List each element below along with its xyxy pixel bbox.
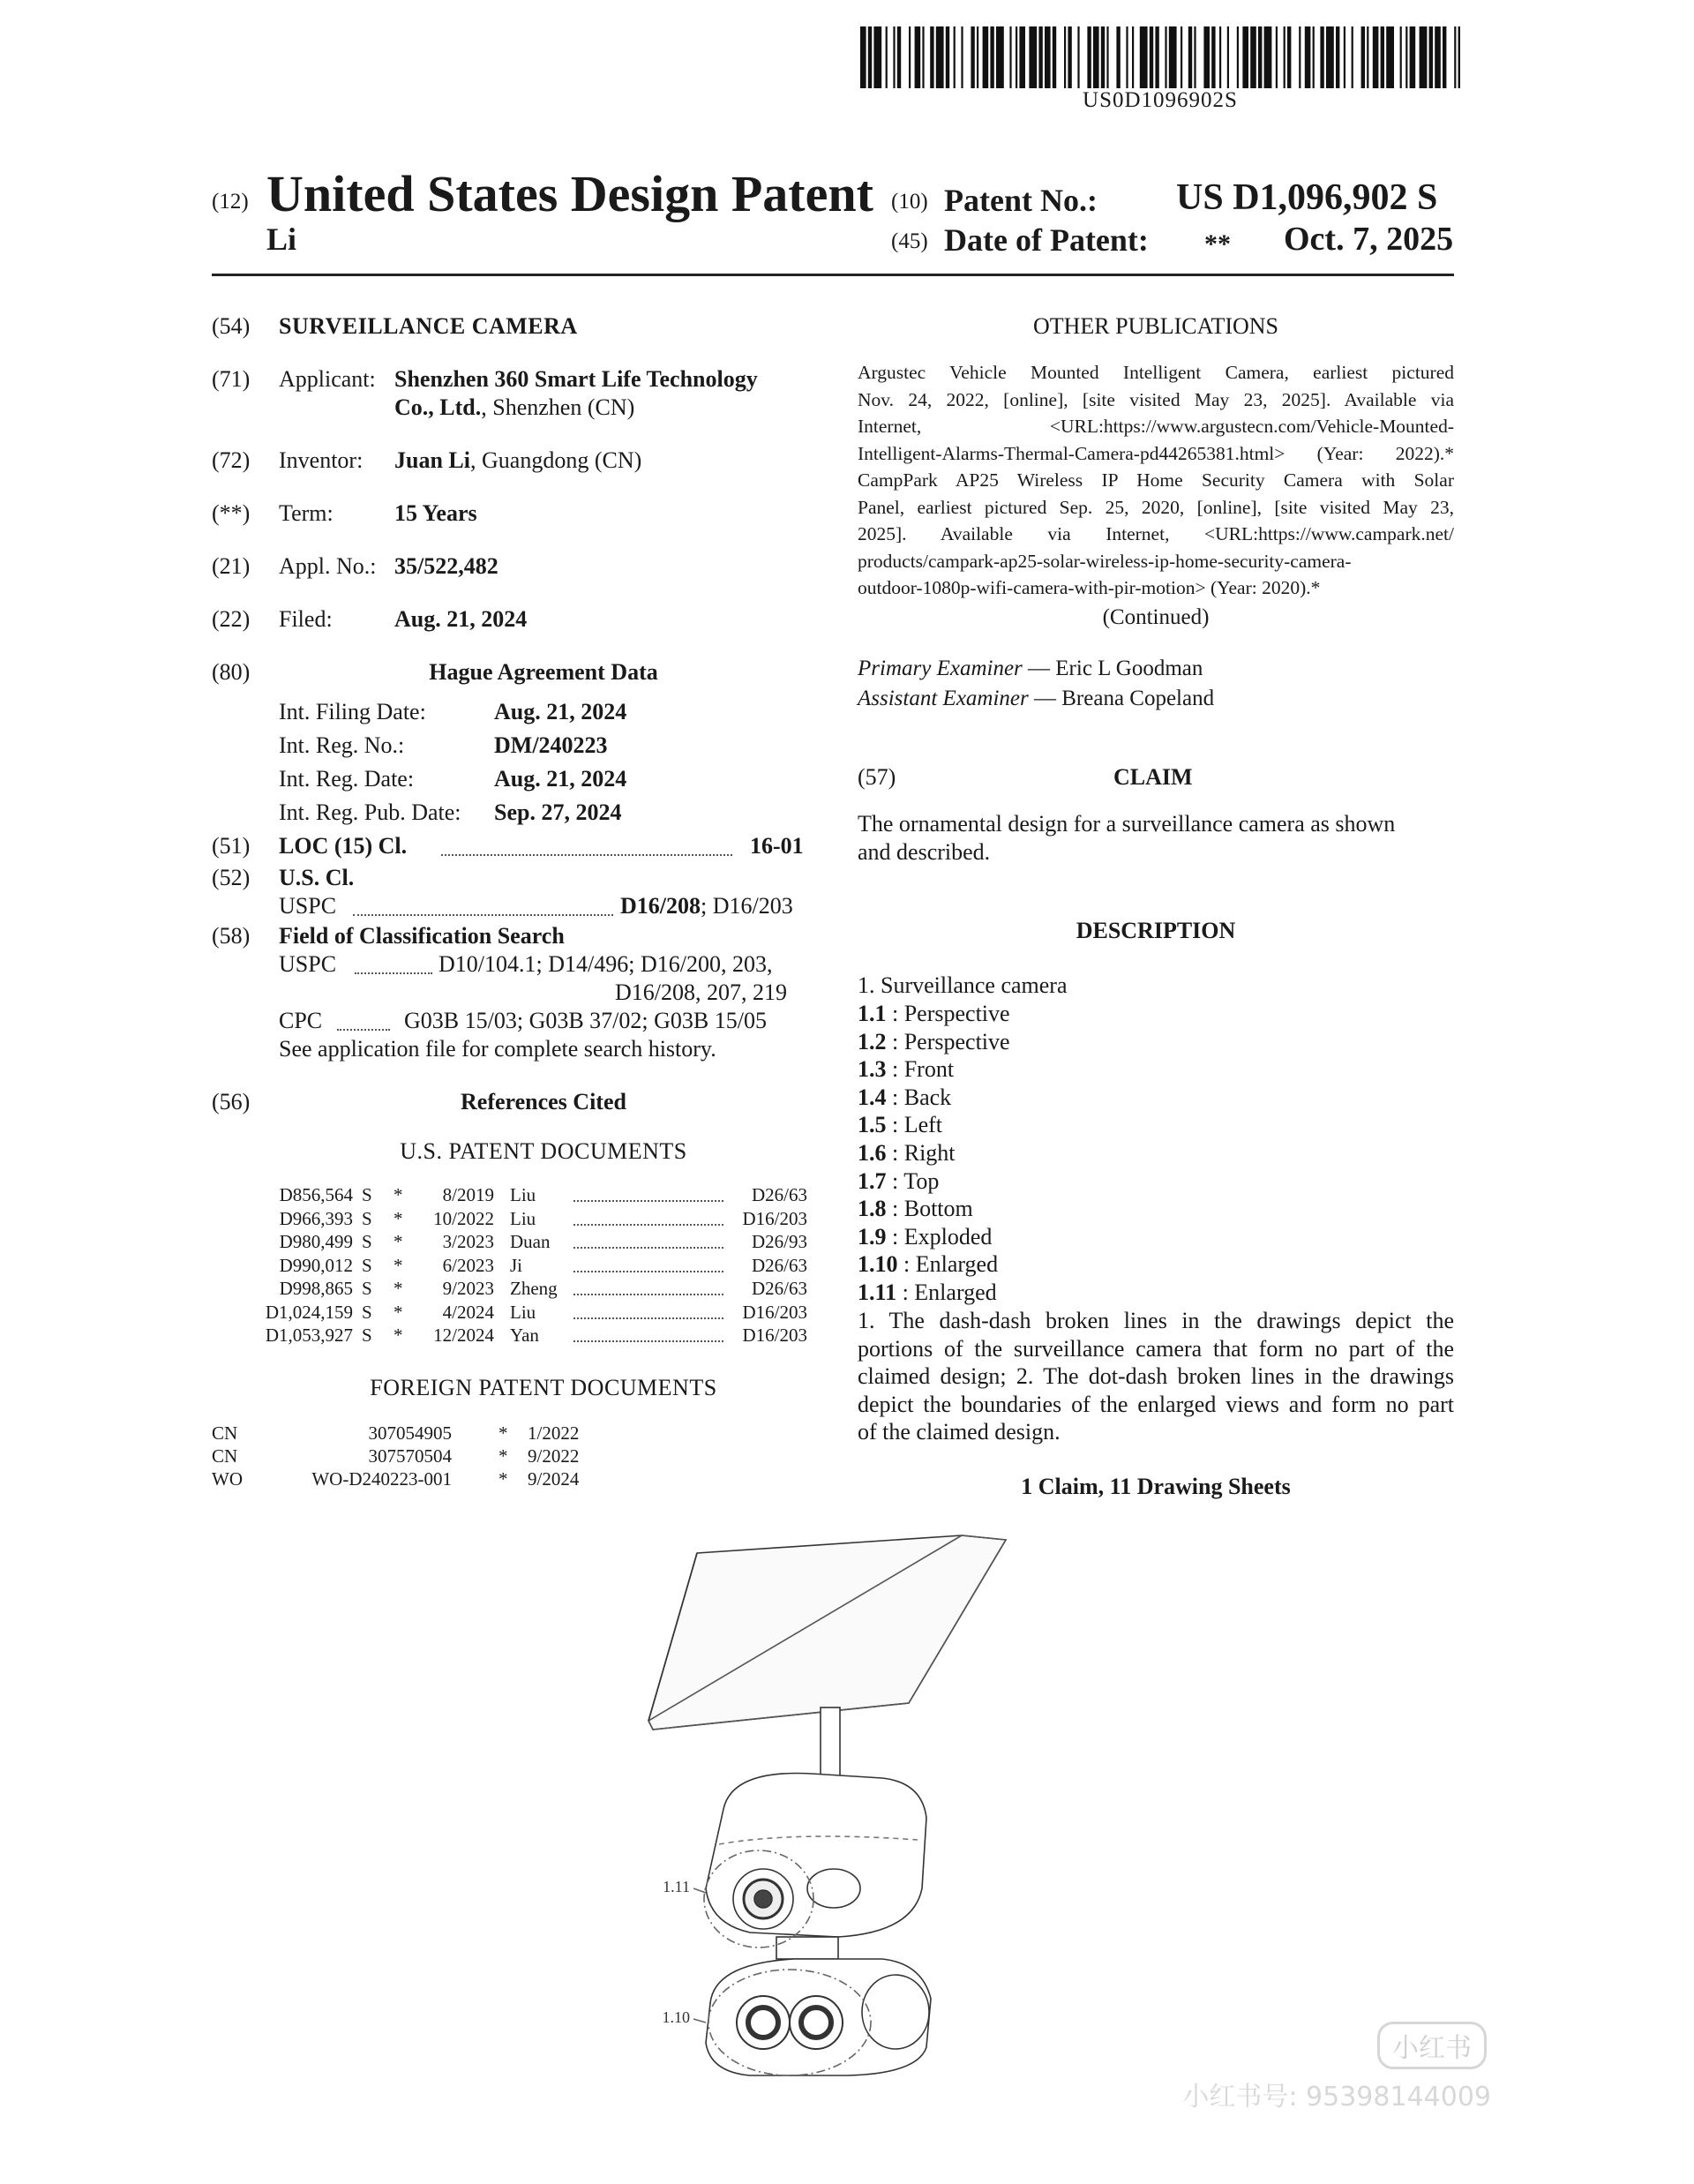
barcode-bar xyxy=(1336,26,1339,88)
uspc-leader xyxy=(353,914,613,916)
publication-line: 2025]. Available via Internet, <URL:https://www.campark.net/ xyxy=(858,523,1454,544)
loc-code: (51) xyxy=(212,833,251,859)
description-item: 1.4 : Back xyxy=(858,1084,952,1110)
applicant-name-2: Co., Ltd., Shenzhen (CN) xyxy=(394,394,635,420)
description-item: 1.5 : Left xyxy=(858,1112,943,1138)
us-doc-num: D980,499 xyxy=(279,1231,353,1252)
us-doc-class: D16/203 xyxy=(742,1301,807,1323)
us-doc-kind: S xyxy=(362,1254,372,1276)
leader-dots xyxy=(573,1271,723,1272)
barcode-bar xyxy=(1068,26,1071,88)
foreign-doc-star: * xyxy=(498,1445,508,1467)
leader-dots xyxy=(573,1247,723,1249)
barcode-bar xyxy=(1019,26,1025,88)
barcode-bar xyxy=(1305,26,1311,88)
hague-value-2: Aug. 21, 2024 xyxy=(494,766,627,792)
watermark-text: 小红书号: 95398144009 xyxy=(1182,2082,1491,2113)
us-doc-class: D26/93 xyxy=(752,1231,807,1252)
barcode-bar xyxy=(1077,26,1079,88)
barcode-bar xyxy=(1373,26,1379,88)
foreign-doc-date: 9/2022 xyxy=(528,1445,580,1467)
publication-line: Internet, <URL:https://www.argustecn.com/Vehicle-Mounted- xyxy=(858,416,1454,437)
term-label: Term: xyxy=(279,500,334,526)
hague-title: Hague Agreement Data xyxy=(429,659,658,685)
us-doc-class: D26/63 xyxy=(752,1254,807,1276)
cpc-label: CPC xyxy=(279,1008,323,1033)
hague-code: (80) xyxy=(212,659,251,685)
us-doc-kind: S xyxy=(362,1231,372,1252)
description-item: 1.1 : Perspective xyxy=(858,1001,1010,1026)
us-doc-name: Liu xyxy=(510,1184,536,1205)
barcode-bar xyxy=(1367,26,1368,88)
patent-number: US D1,096,902 S xyxy=(1176,177,1438,218)
filed-label: Filed: xyxy=(279,606,333,632)
barcode-bar xyxy=(954,26,956,88)
inventor-code: (72) xyxy=(212,447,251,473)
barcode-bar xyxy=(1344,26,1345,88)
barcode-bar xyxy=(873,26,881,88)
barcode-bar xyxy=(1203,26,1210,88)
us-doc-date: 9/2023 xyxy=(442,1278,494,1299)
label-1-10: 1.10 xyxy=(662,2008,690,2026)
publication-line: products/campark-ap25-solar-wireless-ip-home-security-camera- xyxy=(858,550,1352,572)
us-doc-kind: S xyxy=(362,1301,372,1323)
barcode-bar xyxy=(1227,26,1229,88)
inventor-short: Li xyxy=(266,221,297,257)
barcode-bar xyxy=(1264,26,1272,88)
us-doc-name: Liu xyxy=(510,1207,536,1229)
barcode-bar xyxy=(990,26,993,88)
foreign-doc-country: CN xyxy=(212,1445,238,1467)
barcode-bar xyxy=(1276,26,1278,88)
us-doc-kind: S xyxy=(362,1278,372,1299)
barcode-bar xyxy=(983,26,989,88)
barcode-bar xyxy=(886,26,888,88)
description-item: 1.8 : Bottom xyxy=(858,1196,973,1222)
us-doc-name: Duan xyxy=(510,1231,551,1252)
cpc-leader xyxy=(337,1029,390,1031)
us-doc-date: 6/2023 xyxy=(442,1254,494,1276)
barcode-bar xyxy=(922,26,924,88)
foreign-doc-num: 307570504 xyxy=(368,1445,452,1467)
barcode-bar xyxy=(936,26,944,88)
hague-label-0: Int. Filing Date: xyxy=(279,699,426,724)
continued-note: (Continued) xyxy=(1102,605,1210,629)
cpc-value: G03B 15/03; G03B 37/02; G03B 15/05 xyxy=(404,1008,767,1033)
barcode-bar xyxy=(1320,26,1323,88)
barcode-bar xyxy=(1064,26,1066,88)
description-note-line: claimed design; 2. The dot-dash broken lines in the drawings xyxy=(858,1363,1454,1390)
barcode-bar xyxy=(961,26,963,88)
barcode-bar xyxy=(1165,26,1166,88)
barcode-bar xyxy=(1435,26,1441,88)
search-history-note: See application file for complete search history. xyxy=(279,1036,716,1062)
code-45: (45) xyxy=(891,229,928,253)
publication-line: outdoor-1080p-wifi-camera-with-pir-motion> (Year: 2020).* xyxy=(858,577,1321,598)
foreign-doc-date: 1/2022 xyxy=(528,1422,580,1444)
barcode-bar xyxy=(1087,26,1091,88)
barcode-bar xyxy=(1194,26,1196,88)
code-10: (10) xyxy=(891,190,928,214)
label-1-11: 1.11 xyxy=(663,1878,690,1895)
us-doc-kind: S xyxy=(362,1184,372,1205)
filed-code: (22) xyxy=(212,606,251,632)
barcode-bar xyxy=(1009,26,1011,88)
us-doc-name: Yan xyxy=(510,1325,539,1346)
us-doc-num: D1,024,159 xyxy=(265,1301,353,1323)
leader-dots xyxy=(573,1340,723,1342)
barcode-bar xyxy=(1016,26,1017,88)
camera-drawing xyxy=(618,1518,1023,2083)
barcode-bar xyxy=(1326,26,1334,88)
us-doc-date: 8/2019 xyxy=(442,1184,494,1205)
leader-dots xyxy=(573,1200,723,1202)
barcode xyxy=(860,26,1460,88)
filed-value: Aug. 21, 2024 xyxy=(394,606,528,632)
refs-title: References Cited xyxy=(461,1089,626,1115)
applicant-label: Applicant: xyxy=(279,366,376,392)
term-code: (**) xyxy=(212,500,251,526)
applicant-name-1: Shenzhen 360 Smart Life Technology xyxy=(394,366,758,392)
barcode-bar xyxy=(1169,26,1177,88)
title-code: (54) xyxy=(212,313,251,339)
date-marker: ** xyxy=(1204,229,1231,259)
barcode-bar xyxy=(1038,26,1042,88)
barcode-number: US0D1096902S xyxy=(1083,88,1238,112)
patent-no-label: Patent No.: xyxy=(944,183,1098,218)
barcode-bar xyxy=(996,26,1004,88)
date-label: Date of Patent: xyxy=(944,222,1149,258)
description-note-line: 1. The dash-dash broken lines in the drawings depict the xyxy=(858,1308,1454,1333)
barcode-bar xyxy=(1116,26,1120,88)
us-doc-date: 4/2024 xyxy=(442,1301,494,1323)
barcode-bar xyxy=(1140,26,1148,88)
barcode-bar xyxy=(1242,26,1248,88)
barcode-bar xyxy=(1429,26,1433,88)
primary-examiner: Primary Examiner — Eric L Goodman xyxy=(858,657,1203,680)
uscl-label: U.S. Cl. xyxy=(279,865,355,890)
document-title: United States Design Patent xyxy=(266,165,873,222)
us-doc-class: D26/63 xyxy=(752,1278,807,1299)
foreign-doc-num: WO-D240223-001 xyxy=(311,1468,452,1490)
description-item: 1.9 : Exploded xyxy=(858,1223,993,1250)
barcode-bar xyxy=(1410,26,1416,88)
barcode-bar xyxy=(1093,26,1099,88)
us-doc-star: * xyxy=(394,1278,403,1299)
claim-text-2: and described. xyxy=(858,839,991,865)
barcode-bar xyxy=(1458,26,1460,88)
barcode-bar xyxy=(893,26,895,88)
hague-value-1: DM/240223 xyxy=(494,732,608,758)
us-doc-name: Liu xyxy=(510,1301,536,1323)
solar-panel xyxy=(648,1535,1006,1730)
leader-dots xyxy=(573,1224,723,1226)
us-doc-num: D856,564 xyxy=(279,1184,353,1205)
barcode-bar xyxy=(1361,26,1365,88)
barcode-bar xyxy=(1045,26,1051,88)
patent-date: Oct. 7, 2025 xyxy=(1284,221,1454,258)
watermark-logo: 小红书 xyxy=(1377,2022,1487,2069)
barcode-bar xyxy=(1258,26,1262,88)
us-doc-date: 3/2023 xyxy=(442,1231,494,1252)
header-rule xyxy=(212,274,1454,276)
us-doc-name: Zheng xyxy=(510,1278,558,1299)
barcode-bar xyxy=(977,26,978,88)
barcode-bar xyxy=(897,26,901,88)
barcode-bar xyxy=(1155,26,1158,88)
barcode-bar xyxy=(1132,26,1134,88)
description-item: 1.2 : Perspective xyxy=(858,1028,1010,1054)
claim-text-1: The ornamental design for a surveillance camera as shown xyxy=(858,811,1396,837)
foreign-doc-date: 9/2024 xyxy=(528,1468,580,1490)
barcode-bar xyxy=(946,26,949,88)
other-pubs-title: OTHER PUBLICATIONS xyxy=(1032,313,1279,339)
us-doc-name: Ji xyxy=(510,1254,523,1276)
leader-dots xyxy=(573,1317,723,1319)
claims-summary: 1 Claim, 11 Drawing Sheets xyxy=(1021,1474,1291,1499)
us-docs-title: U.S. PATENT DOCUMENTS xyxy=(400,1138,687,1164)
inventor-label: Inventor: xyxy=(279,447,364,473)
barcode-bar xyxy=(1237,26,1239,88)
publication-line: Panel, earliest pictured Sep. 25, 2020, [online], [site visited May 23, xyxy=(858,496,1454,518)
uspc-value: D16/208; D16/203 xyxy=(620,893,793,919)
us-doc-class: D26/63 xyxy=(752,1184,807,1205)
appl-value: 35/522,482 xyxy=(394,553,498,579)
invention-title: SURVEILLANCE CAMERA xyxy=(279,313,578,339)
barcode-bar xyxy=(909,26,911,88)
barcode-bar xyxy=(930,26,933,88)
barcode-bar xyxy=(1386,26,1394,88)
barcode-bar xyxy=(1126,26,1128,88)
barcode-bar xyxy=(1106,26,1108,88)
barcode-bar xyxy=(1313,26,1315,88)
barcode-bar xyxy=(1400,26,1402,88)
claim-code: (57) xyxy=(858,764,896,790)
foreign-docs-title: FOREIGN PATENT DOCUMENTS xyxy=(370,1375,717,1400)
foreign-doc-num: 307054905 xyxy=(368,1422,452,1444)
us-doc-date: 12/2024 xyxy=(433,1325,494,1346)
us-doc-star: * xyxy=(394,1301,403,1323)
inventor-value: Juan Li, Guangdong (CN) xyxy=(394,447,642,473)
loc-value: 16-01 xyxy=(750,833,804,859)
hague-label-1: Int. Reg. No.: xyxy=(279,732,405,758)
foreign-doc-star: * xyxy=(498,1468,508,1490)
description-item: 1.11 : Enlarged xyxy=(858,1280,997,1305)
us-doc-kind: S xyxy=(362,1207,372,1229)
hague-value-0: Aug. 21, 2024 xyxy=(494,699,627,724)
us-doc-class: D16/203 xyxy=(742,1325,807,1346)
code-12: (12) xyxy=(212,190,249,214)
barcode-bar xyxy=(868,26,872,88)
description-note-line: portions of the surveillance camera that form no part of the xyxy=(858,1335,1454,1362)
leader-dots xyxy=(573,1294,723,1295)
barcode-bar xyxy=(1405,26,1407,88)
barcode-bar xyxy=(1211,26,1215,88)
us-doc-num: D990,012 xyxy=(279,1254,353,1276)
hague-label-2: Int. Reg. Date: xyxy=(279,766,415,792)
refs-code: (56) xyxy=(212,1089,251,1115)
description-item: 1.6 : Right xyxy=(858,1140,956,1166)
term-value: 15 Years xyxy=(394,500,477,526)
claim-title: CLAIM xyxy=(1113,764,1193,790)
description-note-line: depict the boundaries of the enlarged views and form no part xyxy=(858,1391,1454,1417)
field-uspc-label: USPC xyxy=(279,951,337,977)
uspc-label: USPC xyxy=(279,893,337,919)
barcode-bar xyxy=(971,26,974,88)
publication-line: Nov. 24, 2022, [online], [site visited May 23, 2025]. Available via xyxy=(858,388,1454,410)
appl-code: (21) xyxy=(212,553,251,579)
barcode-bar xyxy=(1029,26,1037,88)
barcode-bar xyxy=(1287,26,1291,88)
hague-label-3: Int. Reg. Pub. Date: xyxy=(279,799,461,825)
description-title: DESCRIPTION xyxy=(1076,918,1236,943)
barcode-bar xyxy=(1420,26,1428,88)
description-item: 1.7 : Top xyxy=(858,1167,940,1194)
us-doc-num: D1,053,927 xyxy=(265,1325,353,1346)
barcode-bar xyxy=(1299,26,1300,88)
applicant-code: (71) xyxy=(212,366,251,392)
appl-label: Appl. No.: xyxy=(279,553,377,579)
barcode-bar xyxy=(860,26,866,88)
desc-first: 1. Surveillance camera xyxy=(858,972,1068,998)
field-code: (58) xyxy=(212,923,251,949)
publication-line: CampPark AP25 Wireless IP Home Security Camera with Solar xyxy=(858,469,1454,491)
foreign-doc-country: CN xyxy=(212,1422,238,1444)
us-doc-star: * xyxy=(394,1231,403,1252)
assistant-examiner: Assistant Examiner — Breana Copeland xyxy=(858,687,1215,710)
hague-value-3: Sep. 27, 2024 xyxy=(494,799,622,825)
publication-line: Intelligent-Alarms-Thermal-Camera-pd44265381.html> (Year: 2022).* xyxy=(858,442,1454,464)
barcode-bar xyxy=(1443,26,1446,88)
barcode-bar xyxy=(1284,26,1285,88)
us-doc-class: D16/203 xyxy=(742,1207,807,1229)
loc-label: LOC (15) Cl. xyxy=(279,833,408,859)
description-note-line: of the claimed design. xyxy=(858,1419,1061,1445)
barcode-bar xyxy=(1101,26,1105,88)
publication-line: Argustec Vehicle Mounted Intelligent Camera, earliest pictured xyxy=(858,362,1454,383)
us-doc-star: * xyxy=(394,1254,403,1276)
field-uspc-2: D16/208, 207, 219 xyxy=(615,979,787,1005)
barcode-bar xyxy=(1454,26,1456,88)
us-doc-star: * xyxy=(394,1184,403,1205)
foreign-doc-country: WO xyxy=(212,1468,243,1490)
us-doc-num: D966,393 xyxy=(279,1207,353,1229)
us-doc-star: * xyxy=(394,1207,403,1229)
barcode-bar xyxy=(1250,26,1256,88)
description-item: 1.10 : Enlarged xyxy=(858,1251,999,1278)
barcode-bar xyxy=(1150,26,1153,88)
barcode-bar xyxy=(1053,26,1056,88)
us-doc-star: * xyxy=(394,1325,403,1346)
uscl-code: (52) xyxy=(212,865,251,890)
barcode-bar xyxy=(1381,26,1384,88)
us-doc-num: D998,865 xyxy=(279,1278,353,1299)
foreign-doc-star: * xyxy=(498,1422,508,1444)
field-uspc-leader xyxy=(355,972,432,974)
loc-leader xyxy=(441,854,732,856)
field-title: Field of Classification Search xyxy=(279,923,565,949)
us-doc-date: 10/2022 xyxy=(433,1207,494,1229)
barcode-bar xyxy=(915,26,921,88)
barcode-bar xyxy=(1219,26,1221,88)
barcode-bar xyxy=(1188,26,1192,88)
barcode-bar xyxy=(1352,26,1353,88)
description-item: 1.3 : Front xyxy=(858,1056,955,1083)
barcode-bar xyxy=(1181,26,1182,88)
us-doc-kind: S xyxy=(362,1325,372,1346)
field-uspc-1: D10/104.1; D14/496; D16/200, 203, xyxy=(438,951,773,977)
